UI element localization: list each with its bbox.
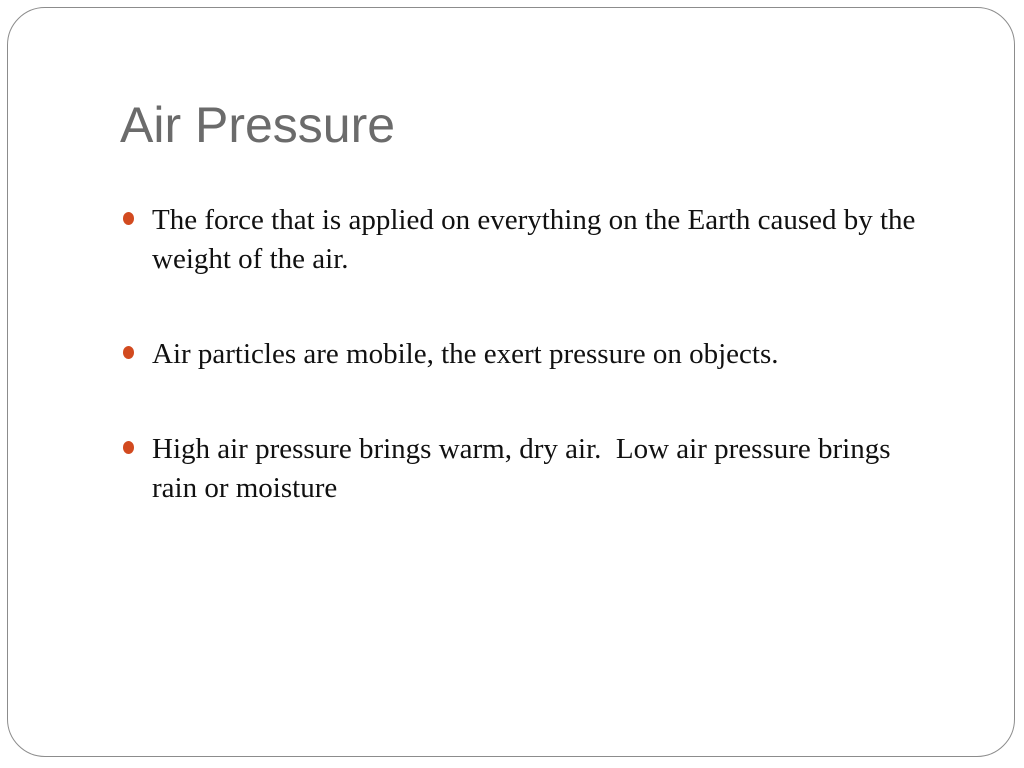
bullet-dot-icon <box>123 212 134 225</box>
slide-frame <box>7 7 1015 757</box>
bullet-text: The force that is applied on everything on the Earth caused by the weight of the air. <box>152 204 923 275</box>
slide-title: Air Pressure <box>120 97 396 153</box>
bullet-text: Air particles are mobile, the exert pressure on objects. <box>152 338 779 370</box>
bullet-list <box>120 201 940 564</box>
bullet-item <box>120 201 940 279</box>
bullet-dot-icon <box>123 346 134 359</box>
bullet-dot-icon <box>123 441 134 454</box>
bullet-item <box>120 430 940 508</box>
bullet-item <box>120 335 940 374</box>
bullet-text: High air pressure brings warm, dry air. Low air pressure brings rain or moisture <box>152 433 898 504</box>
